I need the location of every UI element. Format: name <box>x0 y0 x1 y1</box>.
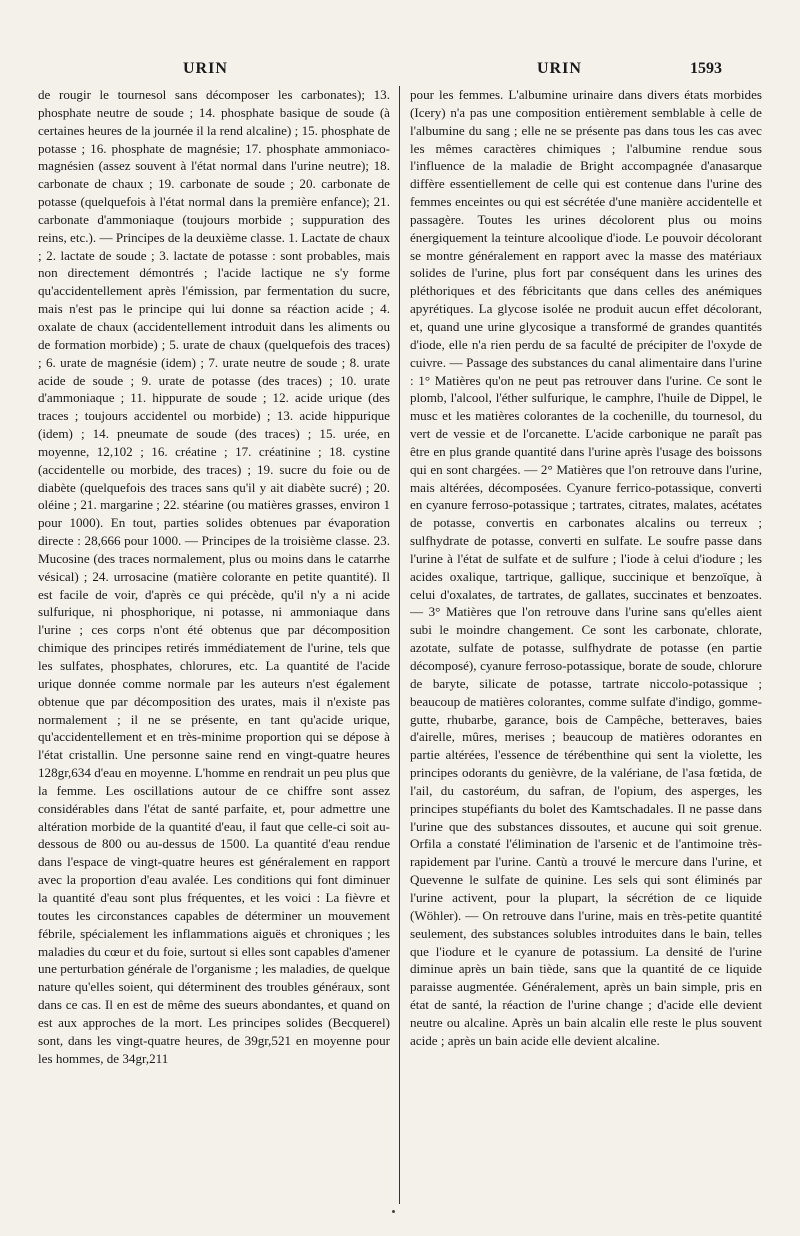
right-column <box>410 86 762 1206</box>
left-column-text: de rougir le tournesol sans décomposer les carbonates); 13. phosphate neutre de soude ; 14. phosphate basique de soude (à certaines heures de la journée il la rend alcaline) ; 15. phosphate de potasse ; 16. phosphate de magnésie; 17. phosphate ammoniaco-magnésien (assez souvent à l'état normal dans l'urine neutre); 18. carbonate de chaux ; 19. carbonate de soude ; 20. carbonate de potasse (quelquefois à l'état normal dans la première enfance); 21. carbonate d'ammoniaque (toujours morbide ; suppuration des reins, etc.). — Principes de la deuxième classe. 1. Lactate de chaux ; 2. lactate de soude ; 3. lactate de potasse : sont probables, mais non directement démontrés ; l'acide lactique ne s'y forme qu'accidentellement après l'émission, par fermentation du sucre, mais n'est pas le principe qui lui donne sa réaction acide ; 4. oxalate de chaux (accidentellement introduit dans les aliments ou de formation morbide) ; 5. urate de chaux (quelquefois des traces) ; 6. urate de magnésie (idem) ; 7. urate neutre de soude ; 8. urate acide de soude ; 9. urate de potasse (des traces) ; 10. urate d'ammoniaque ; 11. hippurate de soude ; 12. acide urique (des traces ; toujours accidentel ou morbide) ; 13. acide hippurique (idem) ; 14. pneumate de soude (des traces) ; 15. urée, en moyenne, 12,102 ; 16. créatine ; 17. créatinine ; 18. cystine (accidentelle ou morbide, des traces) ; 19. sucre du foie ou de diabète (quelquefois des traces sans qu'il y ait diabète sucré) ; 20. oléine ; 21. margarine ; 22. stéarine (ou matières grasses, environ 1 pour 1000). En tout, parties solides obtenues par évaporation directe : 28,666 pour 1000. — Principes de la troisième classe. 23. Mucosine (des traces normalement, plus ou moins dans le catarrhe vésical) ; 24. urrosacine (matière colorante en petite quantité). Il est facile de voir, d'après ce qui précède, qu'il n'y a ni acide sulfurique, ni phosphorique, ni potasse, ni ammoniaque dans l'urine ; ces corps n'ont été obtenus que par décomposition chimique des principes retirés immédiatement de l'urine, tels que les sulfates, phosphates, chlorures, etc. La quantité de l'acide urique donnée comme normale par les auteurs n'est également obtenue que par décomposition des urates, mais il n'existe pas normalement ; il ne se présente, en tant qu'acide urique, qu'accidentellement et en très-minime proportion qui se dépose à l'état cristallin. Une personne saine rend en vingt-quatre heures 128gr,634 d'eau en moyenne. L'homme en rendrait un peu plus que la femme. Les oscillations autour de ce chiffre sont assez considérables dans l'état de santé parfaite, et, pour admettre une altération morbide de la quantité d'eau, il faut que celle-ci soit au-dessous de 800 ou au-dessus de 1500. La quantité d'eau rendue dans l'espace de vingt-quatre heures est généralement en rapport avec la proportion d'eau avalée. Les conditions qui font diminuer la quantité d'eau sont plus fréquentes, et les voici : La fièvre et toutes les circonstances capables de déterminer un mouvement fébrile, spécialement les inflammations aiguës et chroniques ; les maladies du cœur et du foie, surtout si elles sont capables d'amener une perturbation générale de l'organisme ; les maladies, de quelque nature qu'elles soient, qui déterminent des troubles généraux, sont dans ce cas. Il en est de même des sueurs abondantes, et quand on est aux approches de la mort. Les principes solides (Becquerel) sont, dans les vingt-quatre heures, de 39gr,521 en moyenne pour les hommes, de 34gr,211 <box>38 87 390 1066</box>
left-column <box>38 86 390 1206</box>
page-number: 1593 <box>690 60 722 77</box>
column-divider <box>399 86 400 1204</box>
print-mark <box>392 1210 395 1213</box>
right-column-text: pour les femmes. L'albumine urinaire dans divers états morbides (Icery) n'a pas une composition entièrement semblable à celle de l'albumine du sang ; elle ne se présente pas dans tous les cas avec les mêmes caractères chimiques ; l'albumine rendue sous l'influence de la maladie de Bright accompagnée d'anasarque diffère essentiellement de celle qui est contenue dans l'urine des femmes enceintes ou qui est sécrétée d'une manière accidentelle et passagère. Toutes les urines décolorent plus ou moins énergiquement la teinture alcoolique d'iode. Le pouvoir décolorant se montre généralement en rapport avec la masse des matériaux solides de l'urine, plus fort par conséquent dans les urines des pléthoriques et des fébricitants que dans celles des anémiques apyrétiques. La glycose isolée ne produit aucun effet décolorant, et, quand une urine glycosique a transformé de grandes quantités d'iode, elle n'a rien perdu de sa faculté de précipiter de l'oxyde de cuivre. — Passage des substances du canal alimentaire dans l'urine : 1° Matières qu'on ne peut pas retrouver dans l'urine. Ce sont le plomb, l'alcool, l'éther sulfurique, le camphre, l'huile de Dippel, le musc et les matières colorantes de la cochenille, du tournesol, du vert de vessie et de l'orcanette. L'acide carbonique ne paraît pas être en plus grande quantité dans l'urine après l'usage des boissons qui en sont chargées. — 2° Matières que l'on retrouve dans l'urine, mais altérées, décomposées. Cyanure ferrico-potassique, converti en cyanure ferroso-potassique ; tartrates, citrates, malates, acétates de potasse, convertis en carbonates alcalins ou terreux ; sulfhydrate de potasse, converti en sulfate. Le soufre passe dans l'urine à l'état de sulfate et de sulfure ; l'iode à celui d'iodure ; les acides oxalique, tartrique, gallique, succinique et benzoïque, à celui d'oxalates, de tartrates, de gallates, succinates et benzoates. — 3° Matières que l'on retrouve dans l'urine sans qu'elles aient subi le moindre changement. Ce sont les carbonate, chlorate, azotate, sulfate de potasse, sulfhydrate de potasse (en partie décomposé), cyanure ferroso-potassique, borate de soude, chlorure de baryte, silicate de potasse, tartrate niccolo-potassique ; beaucoup de matières colorantes, comme sulfate d'indigo, gomme-gutte, rhubarbe, garance, bois de Campêche, betteraves, baies d'airelle, mûres, merises ; beaucoup de matières odorantes en partie altérées, l'essence de térébenthine qui sent la violette, les principes odorants du genièvre, de la valériane, de l'asa fœtida, de l'ail, du castoréum, du safran, de l'opium, des asperges, les principes stupéfiants du bolet des Kamtschadales. Il ne passe dans l'urine que des substances dissoutes, et aucune qui soit grenue. Orfila a constaté l'élimination de l'arsenic et de l'antimoine très-rapidement par l'urine. Cantù a trouvé le mercure dans l'urine, et Quevenne le sulfate de quinine. Les sels qui sont éliminés par l'urine activent, pour la plupart, la sécrétion de ce liquide (Wöhler). — On retrouve dans l'urine, mais en très-petite quantité seulement, des substances solubles introduites dans le bain, telles que l'iodure et le cyanure de potassium. La densité de l'urine diminue après un bain tiède, sans que la quantité de ce liquide paraisse augmentée. Généralement, après un bain simple, pris en état de santé, la réaction de l'urine change ; d'acide elle devient neutre ou alcaline. Après un bain alcalin elle reste le plus souvent acide ; après un bain acide elle devient alcaline. <box>410 87 762 1048</box>
running-head-right: URIN <box>537 60 582 77</box>
running-head-left: URIN <box>183 60 228 77</box>
page-header <box>0 60 800 82</box>
